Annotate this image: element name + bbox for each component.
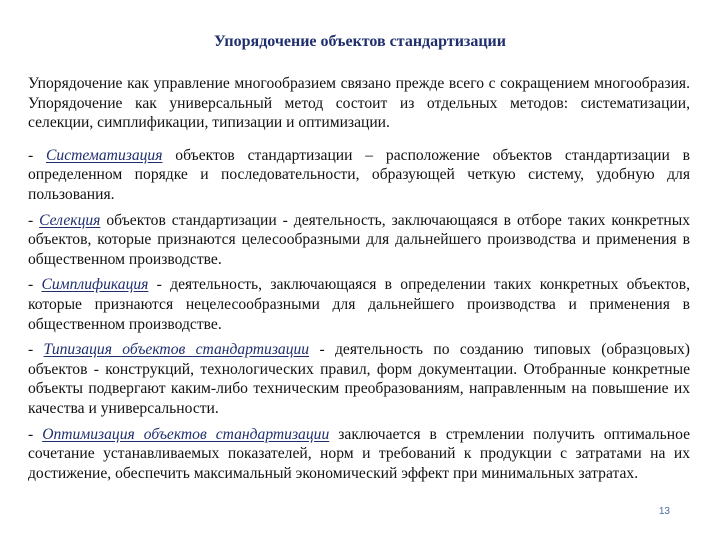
term-typification: Типизация объектов стандартизации [43, 341, 310, 359]
slide-body [28, 74, 690, 489]
definition-typification [28, 340, 690, 418]
definition-optimization [28, 425, 690, 484]
item-dash: - [28, 276, 42, 294]
definition-text: - деятельность, заключающаяся в определении таких конкретных объектов, которые признаются нецелесообразными для дальнейшего производства и применения в общественном производстве. [28, 276, 690, 333]
term-selection: Селекция [39, 211, 101, 229]
definition-text: объектов стандартизации - деятельность, заключающаяся в отборе таких конкретных объектов, которые признаются целесообразными для дальнейшего производства и применения в общественном производстве. [28, 211, 691, 268]
intro-paragraph: Упорядочение как управление многообразием связано прежде всего с сокращением многообразия. Упорядочение как универсальный метод состоит из отдельных методов: систематизации, селекции, симплификации, типизации и оптимизации. [28, 75, 690, 132]
term-optimization: Оптимизация объектов стандартизации [42, 425, 330, 443]
item-dash: - [28, 425, 43, 443]
definition-simplification [28, 275, 690, 334]
definition-text: объектов стандартизации – расположение объектов стандартизации в определенном порядке и последовательности, образующей четкую систему, удобную для пользования. [28, 146, 690, 203]
definition-text: - деятельность по созданию типовых (образцовых) объектов - конструкций, технологических правил, форм документации. Отобранные конкретные объекты подвергают каким-либо техническим преобразованиям, направленным на повышение их качества и универсальности. [28, 341, 690, 417]
term-systematization: Систематизация [46, 146, 163, 164]
definition-selection [28, 211, 690, 270]
slide-title: Упорядочение объектов стандартизации [213, 33, 506, 50]
definition-systematization [28, 146, 690, 205]
item-dash: - [28, 341, 44, 359]
item-dash: - [28, 146, 47, 164]
term-simplification: Симплификация [41, 276, 149, 294]
definition-text: заключается в стремлении получить оптимальное сочетание устанавливаемых показателей, норм и требований к продукции с затратами на их достижение, обеспечить максимальный экономический эффект при минимальных затратах. [28, 425, 690, 482]
page-number: 13 [658, 506, 670, 517]
item-dash: - [28, 211, 40, 229]
